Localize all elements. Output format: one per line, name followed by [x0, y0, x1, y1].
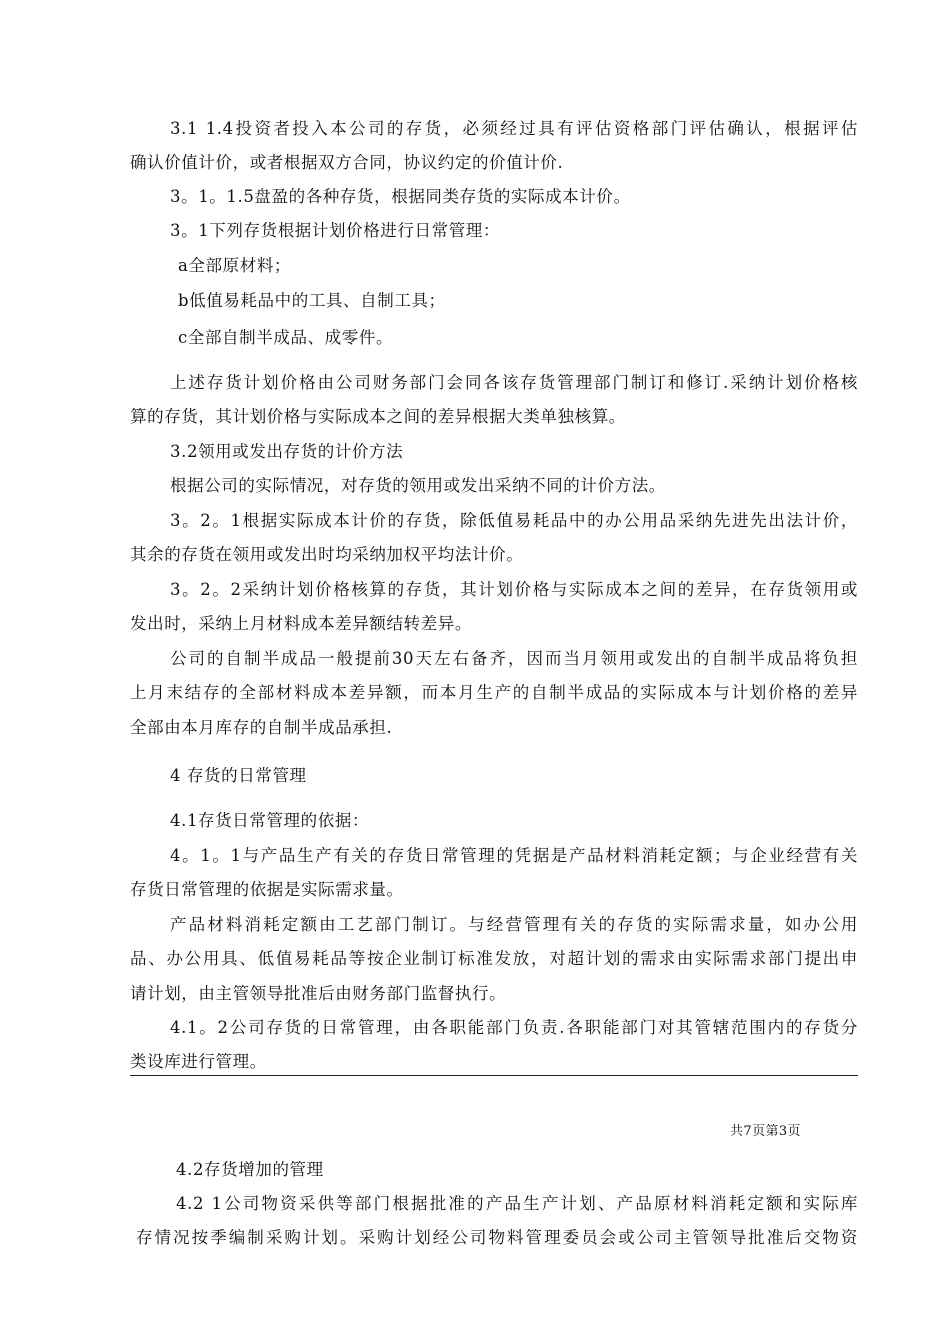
paragraph-line: 4.2 1公司物资采供等部门根据批准的产品生产计划、产品原材料消耗定额和实际库 — [176, 1194, 858, 1213]
paragraph-line: 3.1 1.4投资者投入本公司的存货，必须经过具有评估资格部门评估确认，根据评估 — [170, 119, 858, 138]
paragraph-line: 3。1。1.5盘盈的各种存货，根据同类存货的实际成本计价。 — [170, 187, 631, 206]
paragraph-line: 上述存货计划价格由公司财务部门会同各该存货管理部门制订和修订.采纳计划价格核 — [170, 373, 858, 392]
paragraph-line: 算的存货，其计划价格与实际成本之间的差异根据大类单独核算。 — [130, 407, 626, 426]
page-number: 共7页第3页 — [730, 1124, 801, 1139]
paragraph-line: 请计划，由主管领导批准后由财务部门监督执行。 — [130, 984, 507, 1003]
section-heading: 3.2领用或发出存货的计价方法 — [170, 442, 404, 461]
list-item: c全部自制半成品、成零件。 — [178, 328, 394, 347]
paragraph-line: 发出时，采纳上月材料成本差异额结转差异。 — [130, 614, 472, 633]
paragraph-line: 品、办公用具、低值易耗品等按企业制订标准发放，对超计划的需求由实际需求部门提出申 — [130, 949, 858, 968]
section-heading: 4 存货的日常管理 — [170, 766, 307, 785]
subsection-heading: 4.1存货日常管理的依据： — [170, 811, 370, 830]
list-item: b低值易耗品中的工具、自制工具； — [178, 291, 446, 310]
paragraph-line: 存货日常管理的依据是实际需求量。 — [130, 880, 404, 899]
subsection-heading: 4.2存货增加的管理 — [176, 1160, 324, 1179]
paragraph-line: 确认价值计价，或者根据双方合同，协议约定的价值计价. — [130, 153, 564, 172]
paragraph-line: 产品材料消耗定额由工艺部门制订。与经营管理有关的存货的实际需求量，如办公用 — [170, 915, 858, 934]
list-item: a全部原材料； — [178, 256, 292, 275]
paragraph-line: 上月末结存的全部材料成本差异额，而本月生产的自制半成品的实际成本与计划价格的差异 — [130, 683, 858, 702]
footer-divider — [130, 1075, 858, 1076]
paragraph-line: 公司的自制半成品一般提前30天左右备齐，因而当月领用或发出的自制半成品将负担 — [170, 649, 858, 668]
paragraph-line: 4。1。1与产品生产有关的存货日常管理的凭据是产品材料消耗定额；与企业经营有关 — [170, 846, 858, 865]
paragraph-line: 3。2。1根据实际成本计价的存货，除低值易耗品中的办公用品采纳先进先出法计价， — [170, 511, 858, 530]
paragraph-line: 类设库进行管理。 — [130, 1052, 267, 1071]
paragraph-line: 4.1。2公司存货的日常管理，由各职能部门负责.各职能部门对其管辖范围内的存货分 — [170, 1018, 858, 1037]
paragraph-line: 存情况按季编制采购计划。采购计划经公司物料管理委员会或公司主管领导批准后交物资 — [136, 1228, 858, 1247]
paragraph-line: 全部由本月库存的自制半成品承担. — [130, 718, 393, 737]
paragraph-line: 3。1下列存货根据计划价格进行日常管理： — [170, 221, 500, 240]
paragraph-line: 根据公司的实际情况，对存货的领用或发出采纳不同的计价方法。 — [170, 476, 666, 495]
paragraph-line: 3。2。2采纳计划价格核算的存货，其计划价格与实际成本之间的差异，在存货领用或 — [170, 580, 858, 599]
paragraph-line: 其余的存货在领用或发出时均采纳加权平均法计价。 — [130, 545, 524, 564]
